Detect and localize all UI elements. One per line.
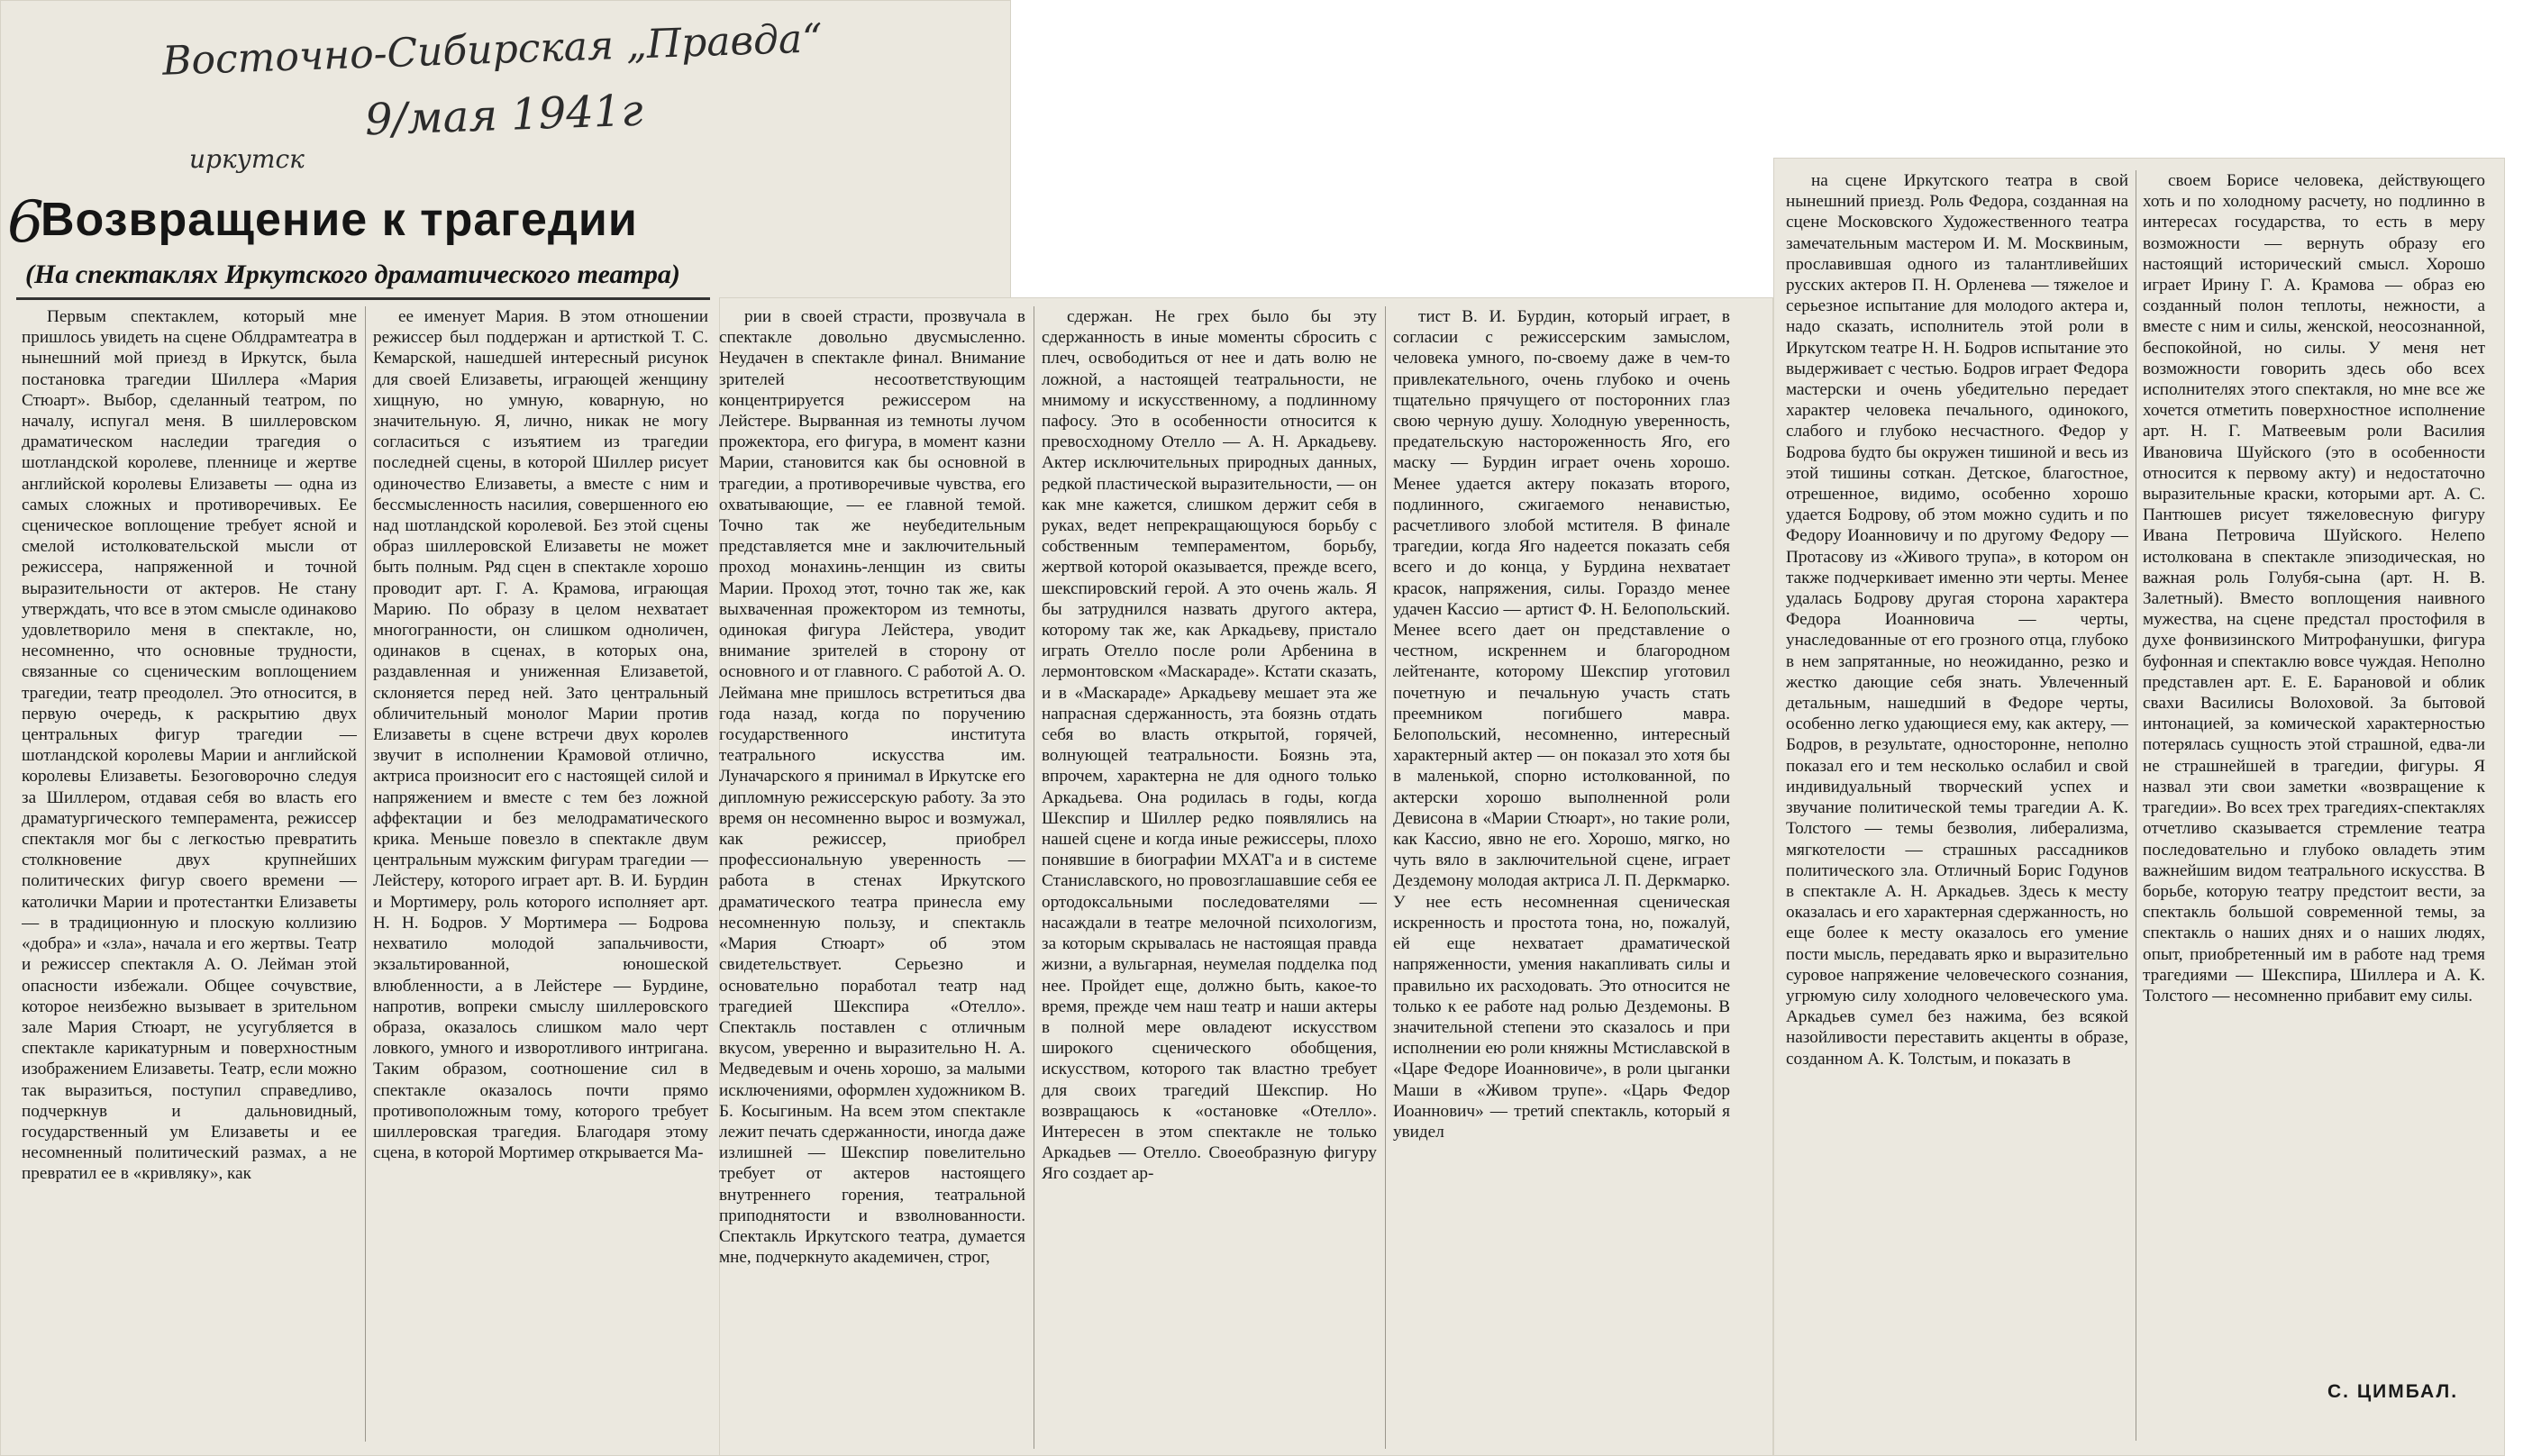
article-column-1: Первым спектаклем, который мне пришлось увидеть на сцене Облдрамтеатра в нынешний мой приезд в Иркутск, была постановка трагедии Шиллера «Мария Стюарт». Выбор, сделанный театром, по началу, испугал меня. В шиллеровском драматическом наследии трагедия о шотландской королеве, пленнице и жертве английской королевы Елизаветы — одна из самых сложных и противоречивых. Ее сценическое воплощение требует ясной и смелой истолковательской мысли от режиссера, напряженной и точной выразительности от актеров. Не стану утверждать, что все в этом смысле одинаково удовлетворило меня в спектакле, но, несомненно, что основные трудности, связанные со сценическим воплощением трагедии, театр преодолел. Это относится, в первую очередь, к раскрытию двух центральных фигур трагедии — шотландской королевы Марии и английской королевы Елизаветы. Безоговорочно следуя за Шиллером, отдавая себя во власть его драматургического темперамента, режиссер спектакля мог бы с легкостью превратить столкновение двух крупнейших политических фигур своего времени — католички Марии и протестантки Елизаветы — в традиционную и плоскую коллизию «добра» и «зла», начала и его жертвы. Театр и режиссер спектакля А. О. Лейман этой опасности избежали. Общее сочувствие, которое неизбежно вызывает в зрительном зале Мария Стюарт, не усугубляется в спектакле карикатурным и поверхностным изображением Елизаветы. Театр, если можно так выразиться, поступил справедливо, подчеркнув и дальновидный, государственный ум Елизаветы и ее несомненный политический размах, а не превратил ее в «кривляку», как — [22, 307, 357, 1184]
author-signature: С. ЦИМБАЛ. — [2327, 1381, 2459, 1402]
column-divider — [1385, 306, 1386, 1449]
handwritten-city: иркутск — [189, 144, 305, 174]
article-column-5: тист В. И. Бурдин, который играет, в согласии с режиссерским замыслом, человека умного, по-своему даже в чем-то привлекательного, очень глубоко и очень тщательно прячущего от посторонних глаз свою черную душу. Холодную уверенность, предательскую настороженность Яго, его маску — Бурдин играет очень хорошо. Менее удается актеру показать второго, подлинного, сжигаемого ненавистью, расчетливого злобой мстителя. В финале трагедии, когда Яго надеется показать себя всего и до конца, у Бурдина нехватает красок, напряжения, силы. Гораздо менее удачен Кассио — артист Ф. Н. Белопольский. Менее всего дает он представление о честном, искреннем и благородном лейтенанте, которому Шекспир уготовил почетную и печальную участь стать преемником погибшего мавра. Белопольский, несомненно, интересный характерный актер — он показал это хотя бы в маленькой, спорно истолкованной, по актерски хорошо выполненной роли Девисона в «Марии Стюарт», но такие роли, как Кассио, явно не его. Хорошо, мягко, но чуть вяло в заключительной сцене, играет Дездемону молодая актриса Л. П. Деркмарко. У нее есть несомненная сценическая искренность и простота тона, но, пожалуй, ей еще нехватает драматической напряженности, умения накапливать силы и правильно их расходовать. Это относится не только к ее работе над ролью Дездемоны. В значительной степени это сказалось и при исполнении ею роли княжны Мстиславской в «Царе Федоре Иоанновиче», в роли цыганки Маши в «Живом трупе». «Царь Федор Иоаннович» — третий спектакль, который я увидел — [1393, 307, 1730, 1142]
page-number: 6 — [7, 189, 44, 256]
clipping-right — [1773, 158, 2505, 1456]
handwritten-date: 9/мая 1941г — [364, 85, 644, 146]
article-column-2: ее именует Мария. В этом отношении режиссер был поддержан и артисткой Т. С. Кемарской, нашедшей интересный рисунок для своей Елизаветы, играющей женщину хищную, но умную, коварную, но значительную. Я, лично, никак не могу согласиться с изъятием из трагедии последней сцены, в которой Шиллер рисует одиночество Елизаветы, а вместе с ним и бессмысленность насилия, совершенного ею над шотландской королевой. Без этой сцены образ шиллеровской Елизаветы не может быть полным. Ряд сцен в спектакле хорошо проводит арт. Г. А. Крамова, играющая Марию. По образу в целом нехватает многогранности, он слишком одноличен, одинаков в сценах, в которых она, раздавленная и униженная Елизаветой, склоняется перед ней. Зато центральный обличительный монолог Марии против Елизаветы в сцене встречи двух королев звучит в исполнении Крамовой отлично, актриса произносит его с настоящей силой и напряжением и вместе с тем без ложной аффектации и без мелодраматического крика. Меньше повезло в спектакле двум центральным мужским фигурам трагедии — Лейстеру, которого играет арт. В. И. Бурдин и Мортимеру, роль которого исполняет арт. Н. Н. Бодров. У Мортимера — Бодрова нехватило молодой запальчивости, экзальтированной, юношеской влюбленности, а в Лейстере — Бурдине, напротив, вопреки смыслу шиллеровского образа, оказалось слишком мало черт ловкого, умного и изворотливого интригана. Таким образом, соотношение сил в спектакле оказалось почти прямо противоположным тому, которого требует шиллеровская трагедия. Благодаря этому сцена, в которой Мортимер открывается Ма- — [373, 307, 708, 1163]
title-rule — [16, 297, 710, 300]
column-divider — [365, 306, 366, 1442]
article-column-3: рии в своей страсти, прозвучала в спектакле довольно двусмысленно. Неудачен в спектакле финал. Внимание зрителей несоответствующим концентрируется режиссером на Лейстере. Вырванная из темноты лучом прожектора, его фигура, в момент казни Марии, становится как бы основной в трагедии, а противоречивые чувства, его охватывающие, — ее главной темой. Точно так же неубедительным представляется мне и заключительный проход монахинь-ленщин из свиты Марии. Проход этот, точно так же, как выхваченная прожектором из темноты, одинокая фигура Лейстера, уводит внимание зрителей в сторону от основного и от главного. С работой А. О. Леймана мне пришлось встретиться два года назад, когда по поручению государственного института театрального искусства им. Луначарского я принимал в Иркутске его дипломную режиссерскую работу. За это время он несомненно вырос и возмужал, как режиссер, приобрел профессиональную уверенность — работа в стенах Иркутского драматического театра принесла ему несомненную пользу, и спектакль «Мария Стюарт» об этом свидетельствует. Серьезно и основательно поработал театр над трагедией Шекспира «Отелло». Спектакль поставлен с отличным вкусом, уверенно и выразительно Н. А. Медведевым и очень хорошо, за малыми исключениями, оформлен художником В. Б. Косыгиным. На всем этом спектакле лежит печать сдержанности, иногда даже излишней — Шекспир повелительно требует от актеров настоящего внутреннего горения, театральной приподнятости и взволнованности. Спектакль Иркутского театра, думается мне, подчеркнуто академичен, строг, — [719, 307, 1025, 1268]
article-subtitle: (На спектаклях Иркутского драматического театра) — [25, 259, 680, 289]
article-column-4: сдержан. Не грех было бы эту сдержанность в иные моменты сбросить с плеч, освободиться от нее и дать волю не ложной, а настоящей театральности, не мнимому и искусственному, а подлинному пафосу. Это в особенности относится к превосходному Отелло — А. Н. Аркадьеву. Актер исключительных природных данных, редкой пластической выразительности, — он как мне кажется, слишком держит себя в руках, ведет непрекращающуюся борьбу с собственным темпераментом, борьбу, жертвой которой оказывается, прежде всего, шекспировский герой. А это очень жаль. Я бы затруднился назвать другого актера, которому так же, как Аркадьеву, пристало играть Отелло после роли Арбенина в лермонтовском «Маскараде». Кстати сказать, и в «Маскараде» Аркадьеву мешает эта же напрасная сдержанность, эта боязнь отдать себя во власть открытой, горячей, волнующей театральности. Боязнь эта, впрочем, характерна не для одного только Аркадьева. Она родилась в годы, когда Шекспир и Шиллер редко появлялись на нашей сцене и когда иные режиссеры, плохо понявшие в биографии МХАТ'а и в системе Станиславского, но провозглашавшие себя ее ортодоксальными последователями — насаждали в театре мелочной психологизм, за которым скрывалась не настоящая правда жизни, а вульгарная, неумелая подделка под нее. Пройдет еще, должно быть, какое-то время, прежде чем наш театр и наши актеры в полной мере овладеют искусством широкого сценического обобщения, искусством, которого так властно требует для своих трагедий Шекспир. Но возвращаюсь к «остановке «Отелло». Интересен в этом спектакле не только Аркадьев — Отелло. Своеобразную фигуру Яго создает ар- — [1042, 307, 1377, 1184]
handwritten-newspaper-name: Восточно-Сибирская „Правда“ — [161, 15, 824, 85]
article-column-7: своем Борисе человека, действующего хоть и по холодному расчету, но подлинно в интересах государства, то есть в меру возможности — вернуть образу его настоящий исторический смысл. Хорошо играет Ирину Г. А. Крамова — образ ею созданный полон теплоты, нежности, а вместе с ним и силы, женской, неосознанной, беспокойной, но силы. У меня нет возможности говорить здесь обо всех исполнителях этого спектакля, но мне все же хочется отметить поверхностное исполнение арт. Н. Г. Матвеевым роли Василия Ивановича Шуйского (это в особенности относится к первому акту) и недостаточно выразительные краски, которыми арт. А. С. Пантюшев рисует тяжеловесную фигуру Ивана Петровича Шуйского. Нелепо истолкована в спектакле эпизодическая, но важная роль Голубя-сына (арт. Н. В. Залетный). Вместо воплощения наивного мужества, на сцене предстал простофиля в духе фонвизинского Митрофанушки, фигура буфонная и спектаклю вовсе чуждая. Неполно представлен арт. Е. Е. Барановой и облик свахи Василисы Волоховой. За бытовой интонацией, за комической характерностью потерялась сущность этой страшной, едва-ли не страшнейшей в трагедии, фигуры. Я назвал эти свои заметки «возвращение к трагедии». Во всех трех трагедиях-спектаклях отчетливо сказывается стремление театра последовательно и глубоко овладеть этим важнейшим видом театрального искусства. В борьбе, которую театру предстоит вести, за спектакль большой современной темы, за спектакль о наших днях и о наших людях, опыт, приобретенный им в работе над тремя трагедиями — Шекспира, Шиллера и А. К. Толстого — несомненно прибавит ему силы. — [2143, 171, 2485, 1006]
clipping-middle — [719, 297, 1773, 1456]
article-column-6: на сцене Иркутского театра в свой нынешний приезд. Роль Федора, созданная на сцене Московского Художественного театра замечательным мастером И. М. Москвиным, прославившая одного из талантливейших русских актеров П. Н. Орленева — тяжелое и серьезное испытание для молодого актера и, надо сказать, исполнитель этой роли в Иркутском театре Н. Н. Бодров испытание это выдерживает с честью. Бодров играет Федора мастерски и очень убедительно передает характер человека печального, одинокого, слабого и глубоко несчастного. Федор у Бодрова будто бы окружен тишиной и весь из этой тишины соткан. Детское, благостное, отрешенное, видимо, особенно хорошо удается Бодрову, об этом можно судить и по Федору Иоанновичу и по другому Федору — Протасову из «Живого трупа», в котором он также подчеркивает именно эти черты. Менее удалась Бодрову другая сторона характера Федора Иоанновича — черты, унаследованные от его грозного отца, глубоко в нем запрятанные, но неожиданно, резко и жестко дающие себя знать. Увлеченный детальным, нашедший в Федоре черты, особенно легко удающиеся ему, как актеру, — Бодров, в результате, односторонне, неполно показал его и тем несколько ослабил и свой индивидуальный творческий успех и звучание политической темы трагедии А. К. Толстого — темы безволия, либерализма, мягкотелости — страшных рассадников политического зла. Отличный Борис Годунов в спектакле А. Н. Аркадьев. Здесь к месту оказалась и его характерная сдержанность, но еще более к месту оказалось его умение пости мысль, передавать ярко и выразительно суровое напряжение человеческого сознания, угрюмую силу холодного человеческого ума. Аркадьев сумел без нажима, без всякой назойливости переставить акценты в образе, созданном А. К. Толстым, и показать в — [1786, 171, 2128, 1069]
article-title: Возвращение к трагедии — [41, 194, 638, 246]
